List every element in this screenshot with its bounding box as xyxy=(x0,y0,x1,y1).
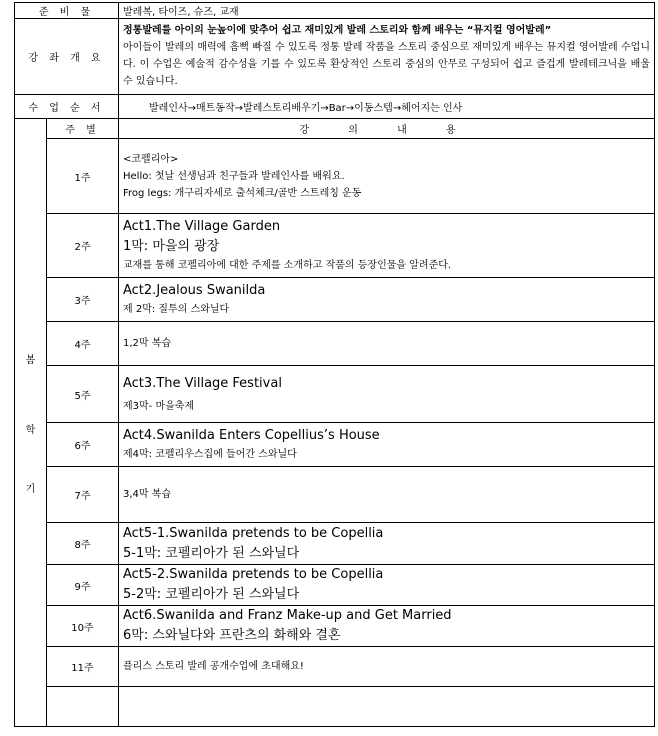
act-subtitle: 6막: 스와닐다와 프란츠의 화해와 결혼 xyxy=(123,628,341,643)
week-content xyxy=(119,606,655,647)
season-label xyxy=(15,119,47,727)
week-cell: 4주 xyxy=(47,322,119,366)
content-line: <코펠리아> xyxy=(123,153,179,165)
week-content xyxy=(119,687,655,727)
act-title: Act2.Jealous Swanilda xyxy=(123,283,266,298)
order-value: 발레인사→매트동작→발레스토리배우기→Bar→이동스텝→헤어지는 인사 xyxy=(119,95,655,119)
syllabus-table xyxy=(14,2,655,727)
prep-label: 준 비 물 xyxy=(15,3,119,19)
week-cell: 1주 xyxy=(47,139,119,214)
act-subtitle: 1막: 마을의 광장 xyxy=(123,239,220,254)
season-char: 봄 xyxy=(25,354,36,366)
act-subtitle: 제4막: 코펠리우스집에 들어간 스와닐다 xyxy=(123,449,297,460)
week-content xyxy=(119,366,655,423)
week-content xyxy=(119,523,655,565)
week-cell: 3주 xyxy=(47,278,119,322)
act-title: Act6.Swanilda and Franz Make-up and Get Married xyxy=(123,608,452,623)
week-cell: 8주 xyxy=(47,523,119,565)
prep-value: 발레복, 타이즈, 슈즈, 교재 xyxy=(119,3,655,19)
act-title: Act5-1.Swanilda pretends to be Copellia xyxy=(123,525,384,541)
order-label: 수 업 순 서 xyxy=(15,95,119,119)
content-line: Hello: 첫날 선생님과 친구들과 발레인사를 배워요. xyxy=(123,170,345,182)
week-cell: 10주 xyxy=(47,606,119,647)
week-content xyxy=(119,278,655,322)
act-note: 교재를 통해 코펠리아에 대한 주제를 소개하고 작품의 등장인물을 알려준다. xyxy=(123,260,452,271)
week-content: 플리스 스토리 발레 공개수업에 초대해요! xyxy=(119,647,655,687)
act-title: Act1.The Village Garden xyxy=(123,219,281,234)
week-cell: 5주 xyxy=(47,366,119,423)
act-title: Act3.The Village Festival xyxy=(123,375,282,391)
week-cell: 6주 xyxy=(47,423,119,467)
overview-body: 아이들이 발레의 매력에 흠뻑 빠질 수 있도록 정통 발레 작품을 스토리 중심으로 재미있게 배우는 뮤지컬 영어발레 수업니다. 이 수업은 예술적 감수성을 기를 수 있도록 환상적인 스토리 중심의 안무로 구성되어 쉽고 즐겁게 발레테크닉을 배울 수 있습니다. xyxy=(123,42,650,87)
act-subtitle: 5-1막: 코펠리아가 된 스와닐다 xyxy=(123,545,300,561)
week-header: 주 별 xyxy=(47,119,119,139)
act-subtitle: 5-2막: 코펠리아가 된 스와닐다 xyxy=(123,587,300,602)
act-subtitle: 제 2막: 질투의 스와닐다 xyxy=(123,304,230,315)
overview-label: 강 좌 개 요 xyxy=(15,19,119,95)
week-cell: 7주 xyxy=(47,467,119,523)
week-content xyxy=(119,214,655,278)
week-cell xyxy=(47,687,119,727)
week-content xyxy=(119,565,655,606)
week-cell: 2주 xyxy=(47,214,119,278)
content-line: Frog legs: 개구리자세로 출석체크/골반 스트레칭 운동 xyxy=(123,187,362,199)
week-content: 1,2막 복습 xyxy=(119,322,655,366)
act-title: Act5-2.Swanilda pretends to be Copellia xyxy=(123,567,384,582)
overview-cell xyxy=(119,19,655,95)
act-title: Act4.Swanilda Enters Copellius’s House xyxy=(123,428,380,443)
season-char: 학 xyxy=(25,424,36,436)
week-content xyxy=(119,423,655,467)
content-header: 강 의 내 용 xyxy=(119,119,655,139)
week-content: 3,4막 복습 xyxy=(119,467,655,523)
season-char: 기 xyxy=(25,483,36,495)
overview-headline: 정통발레를 아이의 눈높이에 맞추어 쉽고 재미있게 발레 스토리와 함께 배우는 “뮤지컬 영어발레” xyxy=(123,25,552,36)
week-cell: 9주 xyxy=(47,565,119,606)
act-subtitle: 제3막- 마을축제 xyxy=(123,400,195,412)
week-content xyxy=(119,139,655,214)
week-cell: 11주 xyxy=(47,647,119,687)
